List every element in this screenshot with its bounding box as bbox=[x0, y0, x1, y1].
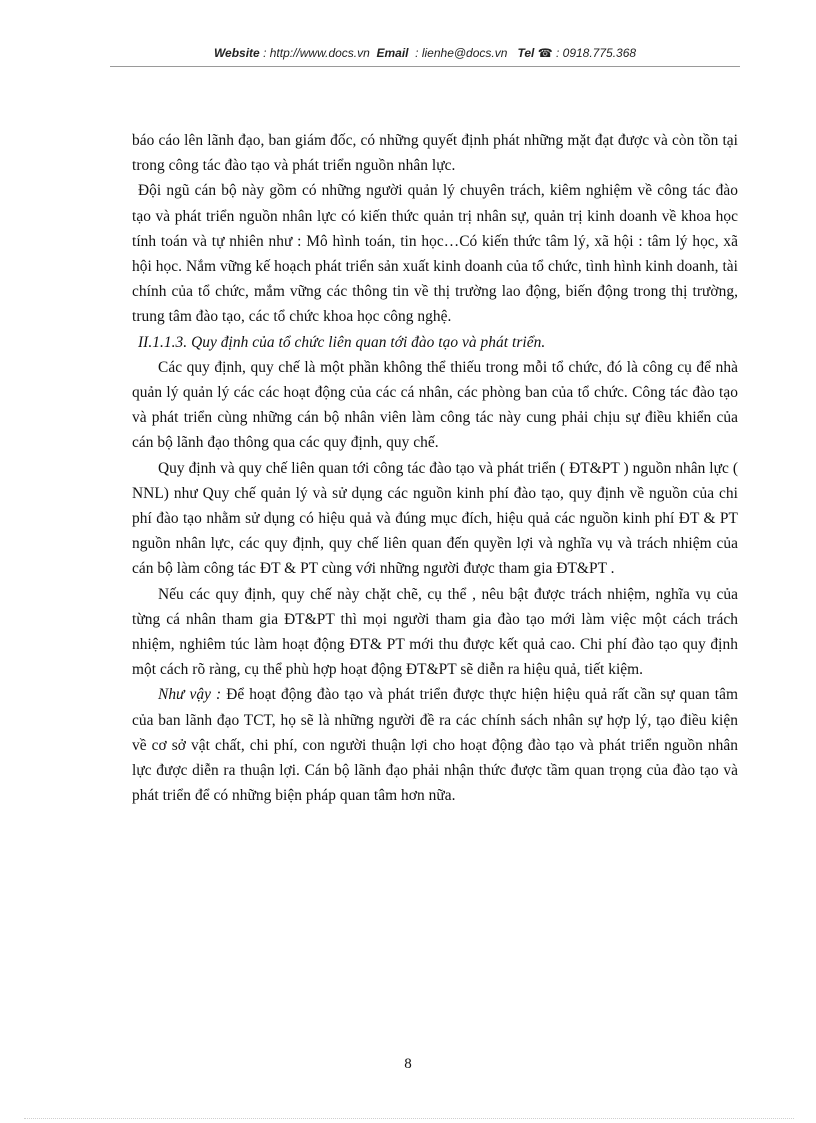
website-label: Website bbox=[213, 46, 260, 60]
paragraph-6-text: Để hoạt động đào tạo và phát triển được thực hiện hiệu quả rất cần sự quan tâm của ban lãnh đạo TCT, họ sẽ là những người đề ra các chính sách nhân sự hợp lý, tạo điều kiện về cơ sở vật chất, chi phí, con người thuận lợi cho hoạt động đào tạo và phát triển nguồn nhân lực được diễn ra thuận lợi. Cán bộ lãnh đạo phải nhận thức được tầm quan trọng của đào tạo và phát triển để có những biện pháp quan tâm hơn nữa. bbox=[132, 686, 739, 805]
section-heading: II.1.1.3. Quy định của tổ chức liên quan tới đào tạo và phát triển. bbox=[138, 333, 546, 351]
website-link[interactable]: http://www.docs.vn bbox=[269, 46, 370, 60]
document-body bbox=[132, 128, 738, 808]
page-number: 8 bbox=[404, 1056, 412, 1072]
paragraph-3: Các quy định, quy chế là một phần không thể thiếu trong mỗi tổ chức, đó là công cụ để nhà quản lý quản lý các các hoạt động của các cá nhân, các phòng ban của tổ chức. Công tác đào tạo và phát triển cùng những cán bộ nhân viên làm công tác này cung phải chịu sự điều khiển của cán bộ lãnh đạo thông qua các quy định, quy chế. bbox=[132, 358, 738, 452]
paragraph-4: Quy định và quy chế liên quan tới công tác đào tạo và phát triển ( ĐT&PT ) nguồn nhân lực ( NNL) như Quy chế quản lý và sử dụng các nguồn kinh phí đào tạo, quy định về nguồn của chi phí đào tạo nhằm sử dụng có hiệu quả và đúng mục đích, hiệu quả các nguồn kinh phí ĐT & PT nguồn nhân lực, các quy định, quy chế liên quan đến quyền lợi và nghĩa vụ và trách nhiệm của cán bộ làm công tác ĐT & PT cùng với những người được tham gia ĐT&PT . bbox=[132, 459, 738, 578]
tel-number: 0918.775.368 bbox=[562, 46, 637, 60]
paragraph-5: Nếu các quy định, quy chế này chặt chẽ, cụ thể , nêu bật được trách nhiệm, nghĩa vụ của từng cá nhân tham gia ĐT&PT thì mọi người tham gia đào tạo mới làm việc một cách trách nhiệm, nghiêm túc làm hoạt động ĐT& PT mới thu được kết quả cao. Chi phí đào tạo quy định một cách rõ ràng, cụ thể phù hợp hoạt động ĐT&PT sẽ diễn ra hiệu quả, tiết kiệm. bbox=[132, 585, 738, 679]
email-separator: : bbox=[411, 46, 422, 60]
paragraph-6-lead: Như vậy : bbox=[158, 686, 222, 704]
paragraph-6 bbox=[132, 682, 738, 808]
phone-icon: ☎ bbox=[537, 46, 553, 60]
paragraph-1: báo cáo lên lãnh đạo, ban giám đốc, có những quyết định phát những mặt đạt được và còn tồn tại trong công tác đào tạo và phát triển nguồn nhân lực. bbox=[132, 132, 738, 175]
tel-separator: : bbox=[552, 46, 563, 60]
website-separator: : bbox=[259, 46, 270, 60]
email-link[interactable]: lienhe@docs.vn bbox=[421, 46, 508, 60]
tel-label: Tel bbox=[517, 46, 535, 60]
paragraph-2: Đội ngũ cán bộ này gồm có những người quản lý chuyên trách, kiêm nghiệm về công tác đào tạo và phát triển nguồn nhân lực có kiến thức quản trị nhân sự, quản trị kinh doanh về khoa học tính toán và tự nhiên như : Mô hình toán, tin học…Có kiến thức tâm lý, xã hội : tâm lý học, xã hội học. Nắm vững kế hoạch phát triển sản xuất kinh doanh của tổ chức, tình hình kinh doanh, tài chính của tổ chức, mắm vững các thông tin về thị trường lao động, biến động trong thị trường, trung tâm đào tạo, các tổ chức khoa học công nghệ. bbox=[132, 182, 738, 326]
email-label: Email bbox=[376, 46, 409, 60]
page-header bbox=[110, 46, 740, 60]
header-divider bbox=[110, 66, 740, 67]
footer-divider bbox=[24, 1118, 794, 1119]
